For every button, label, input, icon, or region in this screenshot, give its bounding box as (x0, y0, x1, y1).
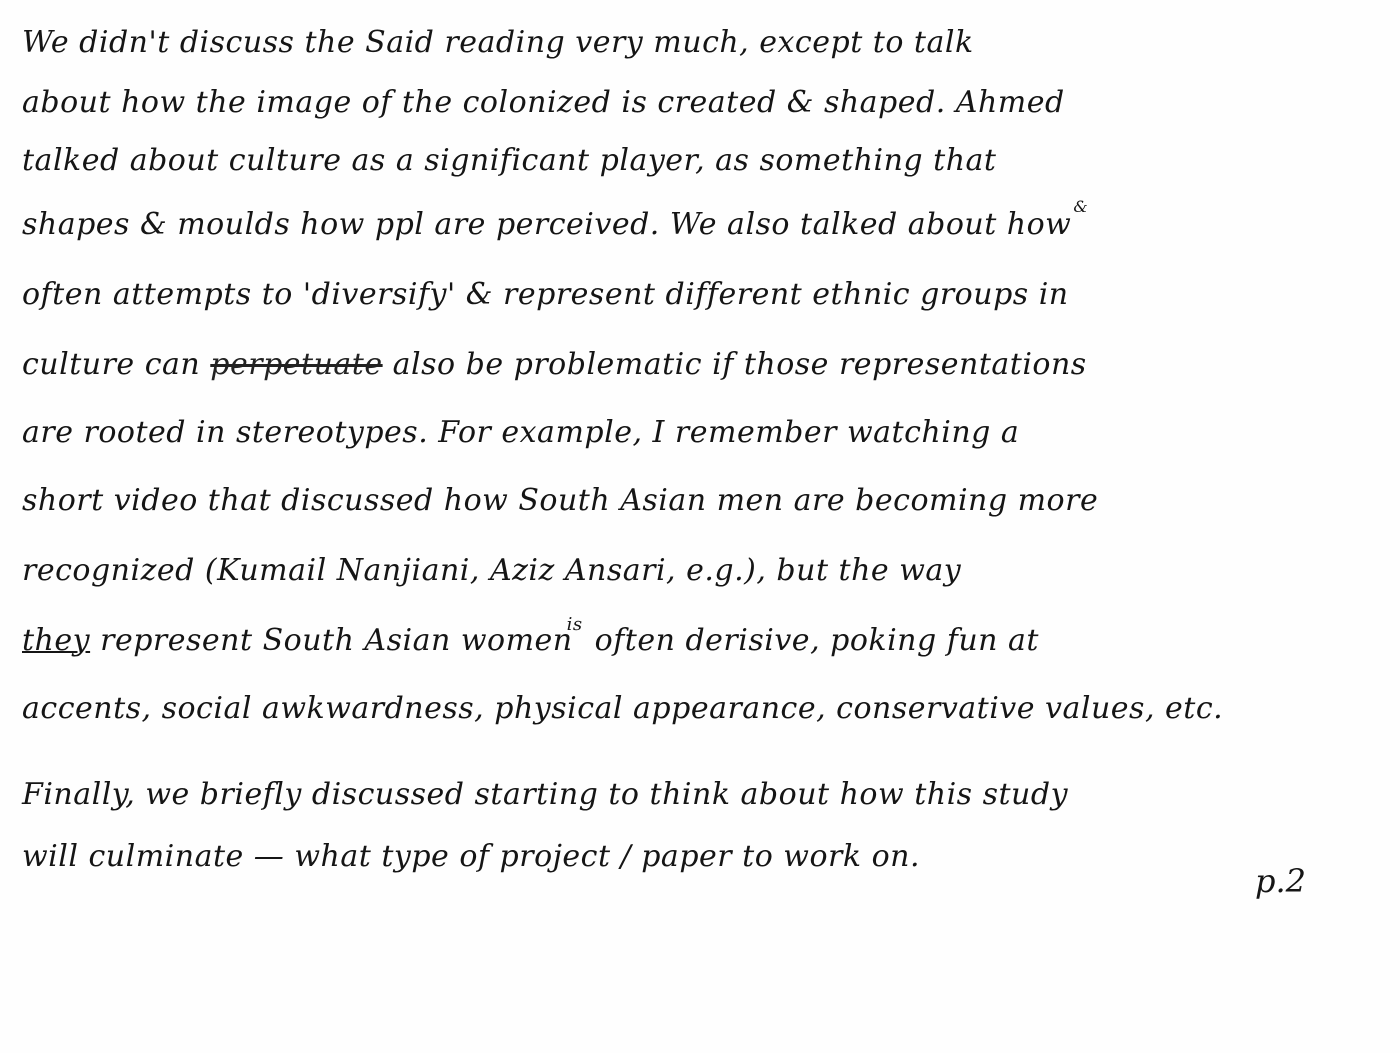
text-line: will culminate — what type of project / paper to work on. (22, 839, 921, 874)
text-line: talked about culture as a significant player, as something that (22, 143, 997, 178)
text-line: short video that discussed how South Asian men are becoming more (22, 483, 1099, 518)
text-line: they represent South Asian women$^{is}$ often derisive, poking fun at (22, 614, 1039, 658)
text-line: accents, social awkwardness, physical appearance, conservative values, etc. (22, 691, 1224, 726)
inserted-word: & (1073, 197, 1089, 216)
page-number: p.2 (1255, 862, 1307, 900)
underlined-word: they (22, 623, 91, 658)
text-line: shapes & moulds how ppl are perceived. We also talked about how& (22, 197, 1089, 242)
text-line: Finally, we briefly discussed starting to think about how this study (22, 777, 1069, 812)
text-line: culture can perpetuate also be problematic if those representations (22, 347, 1087, 382)
text-line: often attempts to 'diversify' & represent different ethnic groups in (22, 277, 1069, 312)
text-line: recognized (Kumail Nanjiani, Aziz Ansari, e.g.), but the way (22, 553, 962, 588)
text-line: about how the image of the colonized is created & shaped. Ahmed (22, 85, 1065, 120)
struck-out-word: perpetuate (210, 347, 383, 382)
inserted-word: is (566, 614, 583, 635)
text-line: We didn't discuss the Said reading very much, except to talk (22, 25, 974, 60)
text-line: are rooted in stereotypes. For example, I remember watching a (22, 415, 1020, 450)
